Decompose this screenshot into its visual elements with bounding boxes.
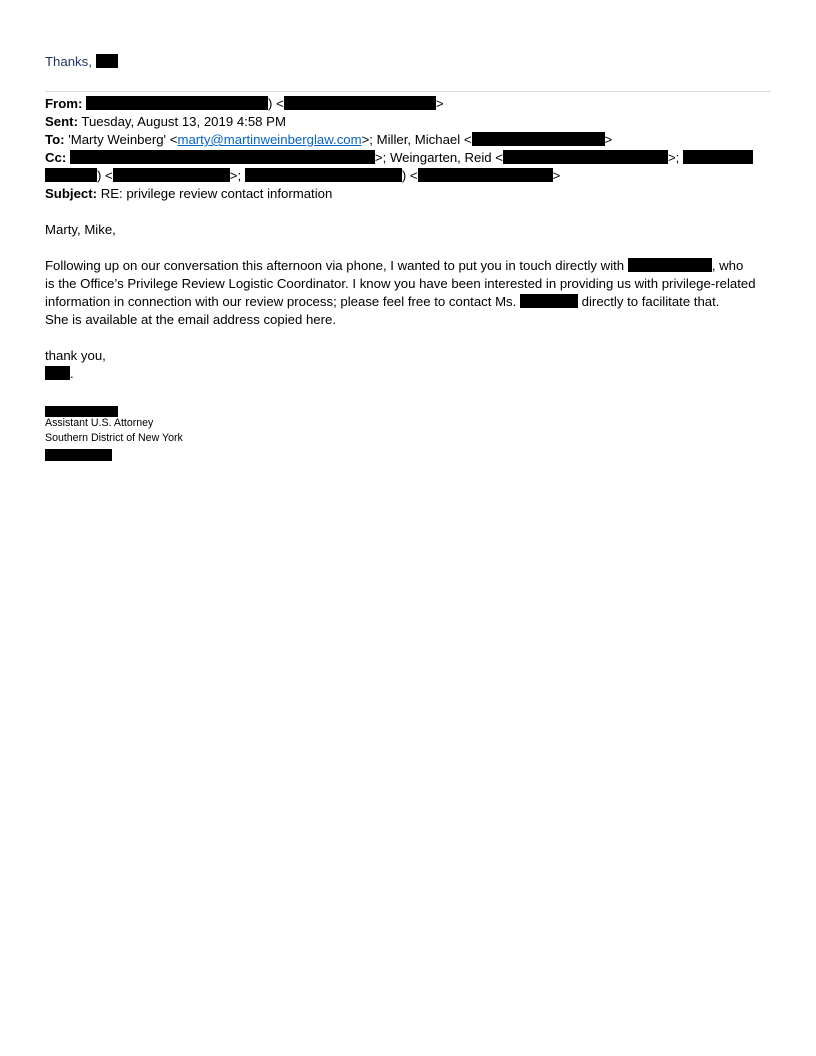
subject-label: Subject:	[45, 186, 98, 201]
redaction-box	[45, 168, 97, 182]
body-text: , who	[711, 258, 744, 273]
body-text: information in connection with our review process; please feel free to contact Ms.	[45, 294, 517, 309]
body-line-4: She is available at the email address copied here.	[45, 312, 337, 327]
redaction-box	[245, 168, 402, 182]
closing: thank you,	[45, 348, 106, 363]
redaction-box	[284, 96, 436, 110]
cc2-a: ) <	[97, 168, 113, 183]
to-label: To:	[45, 132, 65, 147]
redaction-box	[520, 294, 578, 308]
sent-value: Tuesday, August 13, 2019 4:58 PM	[81, 114, 286, 129]
to-mid: >; Miller, Michael <	[361, 132, 472, 147]
greeting-line	[45, 53, 118, 71]
redaction-box	[70, 150, 375, 164]
signature-office: Southern District of New York	[45, 432, 183, 444]
redaction-box	[45, 449, 112, 461]
from-end: >	[435, 96, 444, 111]
redaction-box	[503, 150, 668, 164]
redaction-box	[113, 168, 230, 182]
subject-line	[45, 185, 332, 203]
to-prefix: 'Marty Weinberg' <	[68, 132, 178, 147]
cc-label: Cc:	[45, 150, 67, 165]
redaction-box	[96, 54, 118, 68]
cc-line-continued	[45, 167, 560, 185]
from-separator: ) <	[268, 96, 284, 111]
redaction-box	[86, 96, 268, 110]
cc-mid2: >;	[667, 150, 680, 165]
body-text: directly to facilitate that.	[581, 294, 720, 309]
cc2-end: >	[552, 168, 561, 183]
cc2-b: >;	[229, 168, 242, 183]
subject-value: RE: privilege review contact information	[100, 186, 333, 201]
body-line-1	[45, 257, 743, 275]
redaction-box	[472, 132, 605, 146]
greeting-text: Thanks,	[45, 54, 92, 69]
from-label: From:	[45, 96, 83, 111]
redaction-box	[418, 168, 553, 182]
sent-line	[45, 113, 286, 131]
body-line-3	[45, 293, 719, 311]
salutation: Marty, Mike,	[45, 222, 116, 237]
body-text: Following up on our conversation this afternoon via phone, I wanted to put you in touch directly with	[45, 258, 625, 273]
sender-initials-line	[45, 365, 74, 383]
cc-line	[45, 149, 753, 167]
body-line-2: is the Office’s Privilege Review Logistic Coordinator. I know you have been interested in providing us with privilege-related	[45, 276, 756, 291]
closing-period: .	[70, 366, 74, 381]
redaction-box	[628, 258, 712, 272]
sent-label: Sent:	[45, 114, 78, 129]
from-line	[45, 95, 444, 113]
header-divider	[45, 91, 771, 92]
redaction-box	[683, 150, 753, 164]
to-line	[45, 131, 612, 149]
signature-contact	[45, 446, 112, 464]
redaction-box	[45, 366, 70, 380]
cc-mid1: >; Weingarten, Reid <	[374, 150, 503, 165]
signature-title: Assistant U.S. Attorney	[45, 417, 154, 429]
to-end: >	[604, 132, 613, 147]
cc2-c: ) <	[401, 168, 418, 183]
email-link[interactable]: marty@martinweinberglaw.com	[177, 132, 362, 147]
